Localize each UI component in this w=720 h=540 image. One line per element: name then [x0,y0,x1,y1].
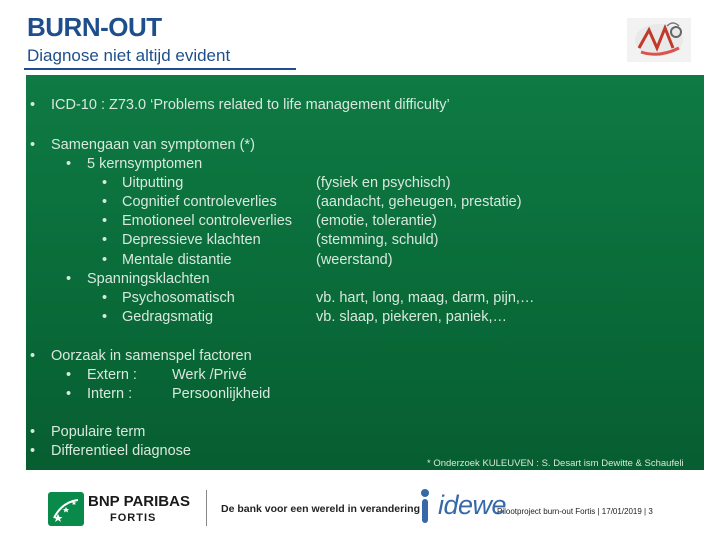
sub-sub-bullet-marker: • [102,252,108,268]
spanningsklachten-heading: Spanningsklachten [87,271,210,287]
symptom-detail: (fysiek en psychisch) [316,175,451,191]
sub-sub-bullet-marker: • [102,290,108,306]
fortis-wordmark: FORTIS [110,512,157,524]
symptom-label: Emotioneel controleverlies [122,213,293,229]
bullet-differentieel: Differentieel diagnose [51,443,191,459]
sub-sub-bullet-marker: • [102,309,108,325]
bullet-marker: • [30,97,36,113]
content-panel [26,75,704,470]
spanning-label: Psychosomatisch [122,290,235,306]
oorzaak-label: Extern : [87,367,137,383]
footer-divider [206,490,207,526]
sub-bullet-marker: • [66,156,72,172]
bullet-marker: • [30,137,36,153]
bullet-icd10: ICD-10 : Z73.0 ‘Problems related to life management difficulty’ [51,97,450,113]
idewe-wordmark: idewe [438,490,507,520]
bank-slogan: De bank voor een wereld in verandering [221,503,420,515]
sub-sub-bullet-marker: • [102,213,108,229]
slide-subtitle: Diagnose niet altijd evident [27,46,231,65]
symptom-label: Mentale distantie [122,252,232,268]
symptom-label: Depressieve klachten [122,232,261,248]
symptom-label: Cognitief controleverlies [122,194,277,210]
oorzaak-detail: Werk /Privé [172,367,247,383]
footer-info: Pilootproject burn-out Fortis | 17/01/2019 | 3 [497,507,653,516]
oorzaak-detail: Persoonlijkheid [172,386,271,402]
sub-bullet-marker: • [66,271,72,287]
oorzaak-label: Intern : [87,386,133,402]
symptom-detail: (emotie, tolerantie) [316,213,437,229]
title-underline [24,68,296,70]
symptom-detail: (weerstand) [316,252,393,268]
stethoscope-logo-icon [627,18,691,62]
bullet-marker: • [30,348,36,364]
bullet-marker: • [30,424,36,440]
sub-bullet-marker: • [66,367,72,383]
sub-sub-bullet-marker: • [102,175,108,191]
idewe-figure-icon [418,488,432,526]
bullet-marker: • [30,443,36,459]
symptom-detail: (aandacht, geheugen, prestatie) [316,194,522,210]
spanning-detail: vb. hart, long, maag, darm, pijn,… [316,290,535,306]
bullet-populaire-term: Populaire term [51,424,146,440]
symptom-label: Uitputting [122,175,184,191]
spanning-label: Gedragsmatig [122,309,214,325]
kernsymptomen-heading: 5 kernsymptomen [87,156,203,172]
bullet-symptomen: Samengaan van symptomen (*) [51,137,255,153]
symptom-detail: (stemming, schuld) [316,232,439,248]
spanning-detail: vb. slaap, piekeren, paniek,… [316,309,508,325]
sub-sub-bullet-marker: • [102,232,108,248]
bnp-stars-logo-icon [48,492,84,526]
footnote: * Onderzoek KULEUVEN : S. Desart ism Dewitte & Schaufeli [427,458,684,469]
bnp-paribas-wordmark: BNP PARIBAS [88,493,190,510]
sub-sub-bullet-marker: • [102,194,108,210]
sub-bullet-marker: • [66,386,72,402]
bullet-oorzaak: Oorzaak in samenspel factoren [51,348,252,364]
slide-title: BURN-OUT [27,12,162,42]
